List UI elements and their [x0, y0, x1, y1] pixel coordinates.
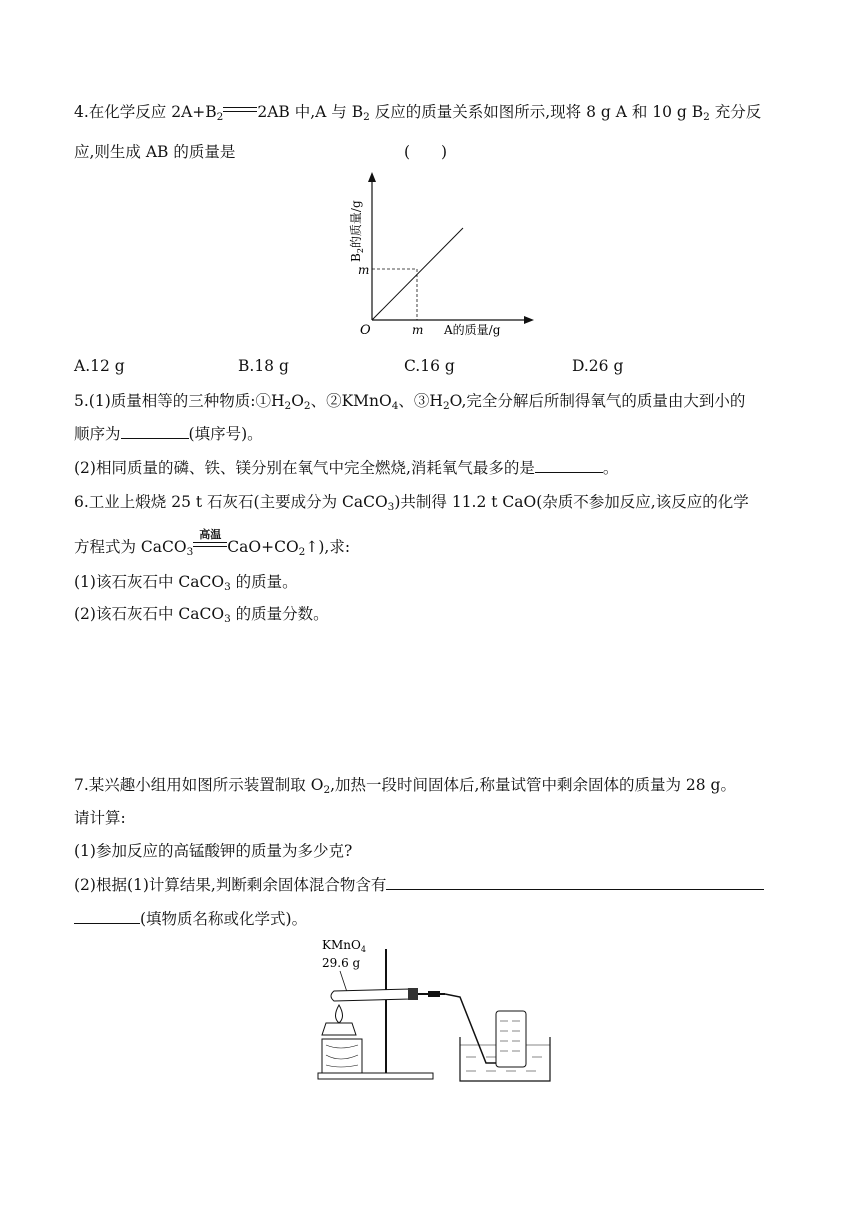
y-axis-label-sub: 2 [356, 248, 365, 254]
subscript: 2 [298, 546, 306, 558]
q7-line1 [74, 773, 736, 795]
subscript: 3 [224, 613, 231, 625]
answer-blank[interactable] [74, 907, 140, 924]
subscript: 2 [303, 400, 311, 412]
q6-text: (2)该石灰石中 CaCO [74, 605, 225, 623]
option-c: C.16 g [404, 357, 455, 375]
reaction-condition: 高温 [199, 528, 222, 541]
answer-blank[interactable] [386, 873, 764, 890]
subscript: 2 [703, 111, 710, 123]
subscript: 2 [284, 400, 292, 412]
subscript: 2 [216, 111, 224, 123]
q5-text: O [291, 392, 304, 410]
q4-line1 [74, 100, 761, 122]
subscript: 2 [363, 111, 370, 123]
q5-text: (2)相同质量的磷、铁、镁分别在氧气中完全燃烧,消耗氧气最多的是 [74, 459, 535, 477]
mass-label: 29.6 g [322, 956, 361, 970]
q4-line2: 应,则生成 AB 的质量是 [74, 143, 236, 161]
q6-sub1 [74, 570, 298, 592]
equals-sign [223, 105, 257, 115]
subscript: 3 [224, 581, 231, 593]
subscript: 3 [387, 501, 395, 513]
q4-text: 充分反 [709, 103, 762, 121]
q7-sub1: (1)参加反应的高锰酸钾的质量为多少克? [74, 842, 353, 860]
option-a: A.12 g [74, 357, 125, 375]
q6-line2 [74, 528, 351, 558]
x-axis-arrow [524, 316, 534, 324]
q7-sub2-line2 [74, 907, 307, 929]
q7-sub2 [74, 873, 764, 895]
q5-text: (填序号)。 [188, 425, 263, 443]
subscript: 4 [391, 400, 399, 412]
subscript: 3 [186, 546, 194, 558]
q7-line2: 请计算: [74, 809, 126, 827]
q7-text: 7.某兴趣小组用如图所示装置制取 O [74, 776, 324, 794]
relation-line [372, 228, 463, 320]
q5-line1 [74, 389, 745, 411]
alcohol-lamp [322, 1023, 356, 1035]
kmno4-sub: 4 [360, 945, 366, 954]
kmno4-text: KMnO [322, 938, 361, 952]
q7-text: (2)根据(1)计算结果,判断剩余固体混合物含有 [74, 876, 387, 894]
q6-text: ↑),求: [305, 538, 351, 556]
q6-text: 6.工业上煅烧 25 t 石灰石(主要成分为 CaCO [74, 493, 388, 511]
y-axis-arrow [368, 172, 376, 182]
q7-text: ,加热一段时间固体后,称量试管中剩余固体的质量为 28 g。 [330, 776, 736, 794]
answer-blank[interactable] [535, 456, 603, 473]
q5-text: 、③H [398, 392, 443, 410]
option-d: D.26 g [572, 357, 624, 375]
q5-text: 、②KMnO [310, 392, 392, 410]
oxygen-apparatus-figure [310, 935, 570, 1085]
q6-line1 [74, 490, 749, 512]
answer-blank[interactable] [121, 422, 189, 439]
test-tube [331, 989, 410, 1001]
q5-text: 。 [602, 459, 619, 477]
q4-text: 4.在化学反应 2A+B [74, 103, 217, 121]
origin-label: O [360, 323, 371, 338]
q5-line2 [74, 422, 263, 444]
stand-base [318, 1073, 433, 1079]
tube-connector [428, 991, 440, 997]
x-tick-m: m [412, 323, 424, 337]
subscript: 2 [323, 784, 331, 796]
q5-text: 5.(1)质量相等的三种物质:①H [74, 392, 285, 410]
q6-text: CaO+CO [227, 538, 299, 556]
q4-text: 2AB 中,A 与 B [257, 103, 364, 121]
reaction-equals [193, 528, 227, 550]
y-axis-label [348, 200, 365, 262]
stopper [408, 988, 418, 1000]
kmno4-label [322, 938, 366, 954]
q6-text: 的质量分数。 [230, 605, 329, 623]
q6-sub2 [74, 602, 329, 624]
q6-text: (1)该石灰石中 CaCO [74, 573, 225, 591]
y-axis-label-b: B [349, 253, 363, 262]
gas-collection-bottle [496, 1011, 526, 1067]
q5-line3 [74, 456, 618, 478]
delivery-tube-bend [445, 994, 504, 1063]
q5-text: 顺序为 [74, 425, 121, 443]
subscript: 2 [442, 400, 450, 412]
q6-text: 的质量。 [230, 573, 298, 591]
flame [336, 1005, 343, 1023]
x-axis-label: A的质量/g [444, 323, 501, 337]
q6-text: )共制得 11.2 t CaO(杂质不参加反应,该反应的化学 [394, 493, 749, 511]
option-b: B.18 g [238, 357, 289, 375]
y-axis-label-text: 的质量/g [349, 200, 363, 249]
q5-text: O,完全分解后所制得氧气的质量由大到小的 [449, 392, 746, 410]
mass-relation-graph [340, 168, 540, 348]
q6-text: 方程式为 CaCO [74, 538, 187, 556]
q4-text: 反应的质量关系如图所示,现将 8 g A 和 10 g B [369, 103, 704, 121]
answer-paren: ( ) [404, 143, 448, 161]
q7-text: (填物质名称或化学式)。 [140, 910, 308, 928]
y-tick-m: m [358, 263, 370, 277]
